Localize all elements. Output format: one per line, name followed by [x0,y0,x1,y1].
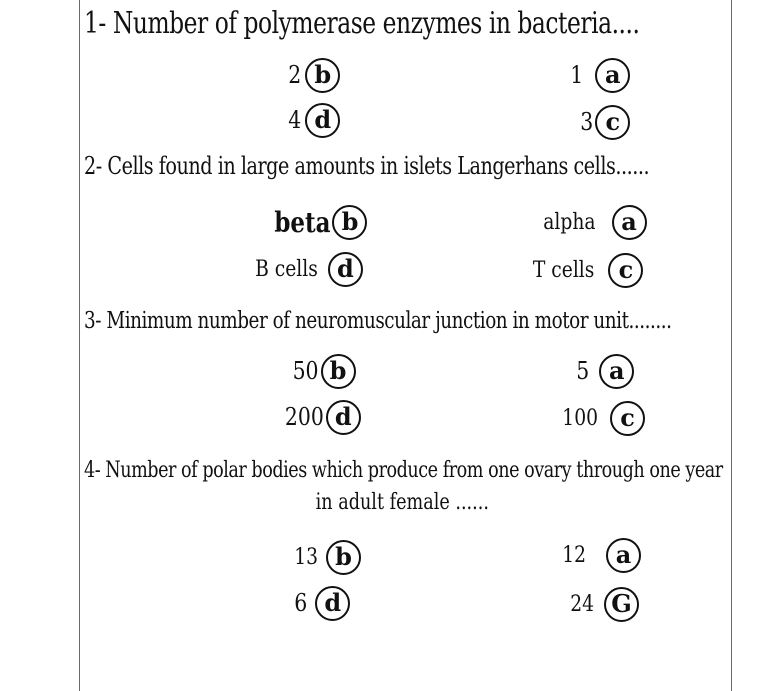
q3-option-d-value: 200 [284,403,324,431]
q3-option-a-value: 5 [576,357,590,385]
q1-option-b-letter: b [305,58,340,93]
q2-option-a[interactable] [534,202,647,242]
left-margin-line [79,0,80,691]
q3-option-b-letter: b [321,354,356,389]
q4-option-a-value: 12 [562,542,586,568]
q3-option-c[interactable] [556,398,645,438]
q3-option-b-value: 50 [292,357,319,385]
q4-option-b-value: 13 [294,544,318,570]
question-3-text: 3- Minimum number of neuromuscular junction in motor unit........ [84,308,672,334]
q2-option-d-value: B cells [255,256,318,282]
q4-option-a-letter: a [606,538,641,573]
q2-option-b[interactable] [262,202,367,242]
q1-option-a-value: 1 [570,61,584,89]
q4-option-a[interactable] [558,535,641,575]
q3-option-a[interactable] [574,351,634,391]
q4-option-c-letter: G [604,587,639,622]
question-2 [84,152,724,180]
q3-option-d-letter: d [326,400,361,435]
q1-option-c[interactable] [578,102,630,142]
q1-option-b-value: 2 [288,61,302,89]
q4-option-b-letter: b [326,540,361,575]
question-1 [84,6,724,41]
q2-option-c-value: T cells [532,257,595,283]
q3-option-c-letter: c [610,401,645,436]
q1-option-d-letter: d [305,103,340,138]
q2-option-b-value: beta [274,205,331,239]
q1-option-c-letter: c [595,105,630,140]
q4-option-d-letter: d [315,586,350,621]
q3-option-c-value: 100 [562,405,598,431]
question-2-text: 2- Cells found in large amounts in islets Langerhans cells...... [84,152,650,180]
q4-option-d[interactable] [292,583,350,623]
q1-option-d[interactable] [286,100,340,140]
q3-option-b[interactable] [288,351,356,391]
q2-option-c[interactable] [522,250,643,290]
q2-option-d-letter: d [328,252,363,287]
question-4-line-2 [84,490,720,515]
q1-option-a[interactable] [568,55,630,95]
q2-option-b-letter: b [332,205,367,240]
q1-option-c-value: 3 [580,108,594,136]
q3-option-d[interactable] [278,397,361,437]
q2-option-c-letter: c [608,253,643,288]
question-4-line-1 [84,458,724,483]
q2-option-a-letter: a [612,205,647,240]
q4-option-d-value: 6 [294,589,308,617]
q4-option-c[interactable] [566,584,639,624]
right-margin-line [731,0,732,691]
q1-option-b[interactable] [286,55,340,95]
q4-option-b[interactable] [290,537,361,577]
q1-option-a-letter: a [595,58,630,93]
question-3 [84,308,724,334]
question-4-text-line-2: in adult female ...... [315,490,489,515]
q2-option-d[interactable] [244,249,363,289]
question-1-text: 1- Number of polymerase enzymes in bacteria.... [84,6,640,41]
question-4-text-line-1: 4- Number of polar bodies which produce from one ovary through one year [84,458,723,483]
q1-option-d-value: 4 [288,106,302,134]
q2-option-a-value: alpha [543,209,596,235]
q3-option-a-letter: a [599,354,634,389]
q4-option-c-value: 24 [570,591,594,617]
